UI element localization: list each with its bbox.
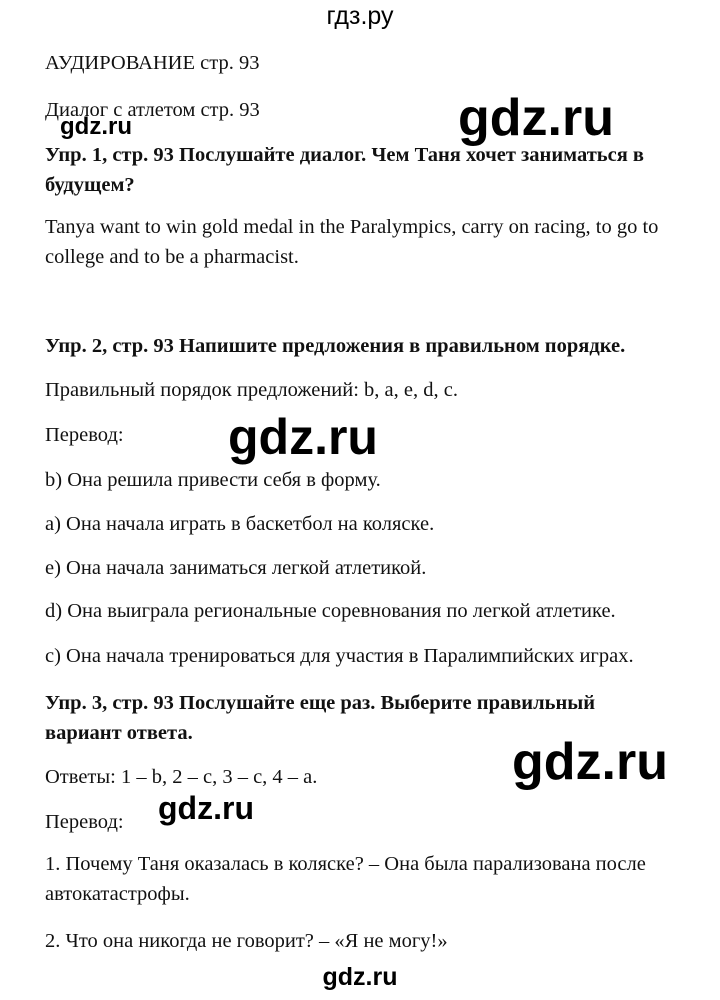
exercise-2-heading: Упр. 2, стр. 93 Напишите предложения в правильном порядке.	[45, 335, 626, 357]
dialog-subtitle: Диалог с атлетом стр. 93	[45, 99, 260, 121]
exercise-1-heading: Упр. 1, стр. 93 Послушайте диалог. Чем Таня хочет заниматься в будущем?	[45, 144, 645, 196]
watermark-small-bottom: gdz.ru	[158, 790, 254, 826]
exercise-3-heading: Упр. 3, стр. 93 Послушайте еще раз. Выберите правильный вариант ответа.	[45, 692, 596, 744]
exercise-2-item: c) Она начала тренироваться для участия в Паралимпийских играх.	[45, 645, 634, 667]
exercise-2-item: b) Она решила привести себя в форму.	[45, 469, 381, 491]
exercise-2-order: Правильный порядок предложений: b, a, e, d, c.	[45, 379, 458, 401]
exercise-3-question-1: 1. Почему Таня оказалась в коляске? – Она была парализована после автокатастрофы.	[45, 853, 646, 905]
watermark-right: gdz.ru	[512, 733, 668, 791]
exercise-2-item: d) Она выиграла региональные соревнования по легкой атлетике.	[45, 600, 616, 622]
exercise-3-translation-label: Перевод:	[45, 811, 124, 833]
section-title: АУДИРОВАНИЕ стр. 93	[45, 52, 260, 74]
exercise-2-translation-label: Перевод:	[45, 424, 124, 446]
exercise-2-item: a) Она начала играть в баскетбол на коляске.	[45, 513, 435, 535]
watermark-small-top: gdz.ru	[60, 113, 132, 140]
watermark-large-top: gdz.ru	[458, 89, 614, 147]
exercise-1-answer: Tanya want to win gold medal in the Paralympics, carry on racing, to go to college and to be a pharmacist.	[45, 216, 659, 268]
exercise-3-question-2: 2. Что она никогда не говорит? – «Я не могу!»	[45, 930, 448, 952]
watermark-middle: gdz.ru	[228, 409, 378, 465]
exercise-3-answers: Ответы: 1 – b, 2 – c, 3 – c, 4 – a.	[45, 766, 318, 788]
footer-site-name: gdz.ru	[322, 963, 398, 991]
header-site-name: гдз.ру	[326, 2, 394, 30]
exercise-2-item: e) Она начала заниматься легкой атлетикой.	[45, 557, 427, 579]
